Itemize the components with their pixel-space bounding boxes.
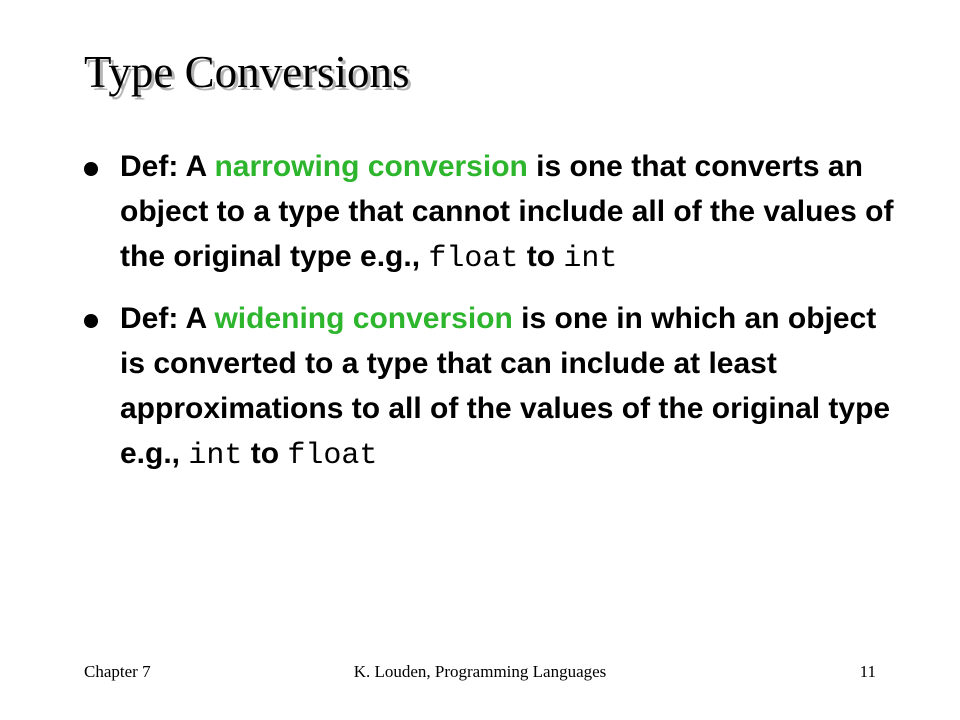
code-float: float [428,242,519,276]
footer-course: K. Louden, Programming Languages [353,662,607,681]
slide-title: Type Conversions [84,47,410,97]
bullet-prefix: Def: A [120,302,215,335]
bullet-widening [84,296,904,479]
code-int: int [563,242,618,276]
bullet-dot-icon [84,162,98,176]
term-widening-conversion: widening conversion [214,302,513,335]
bullet-dot-icon [84,314,98,328]
bullet-prefix: Def: A [120,150,215,183]
term-narrowing-conversion: narrowing conversion [214,150,528,183]
bullet-narrowing [84,144,904,282]
bullet-connector: to [242,437,288,470]
code-int: int [188,439,243,473]
footer-page-number: 11 [859,662,876,681]
bullet-text: is one that converts an object to a type that cannot include all of the values of the original type e.g., [120,150,894,273]
bullet-text: is one in which an object is converted to a type that can include at least approximations to all of the values of the original type e.g., [120,302,891,470]
footer-chapter: Chapter 7 [84,662,151,681]
bullet-connector: to [518,240,564,273]
bullet-list [84,144,904,493]
code-float: float [287,439,378,473]
